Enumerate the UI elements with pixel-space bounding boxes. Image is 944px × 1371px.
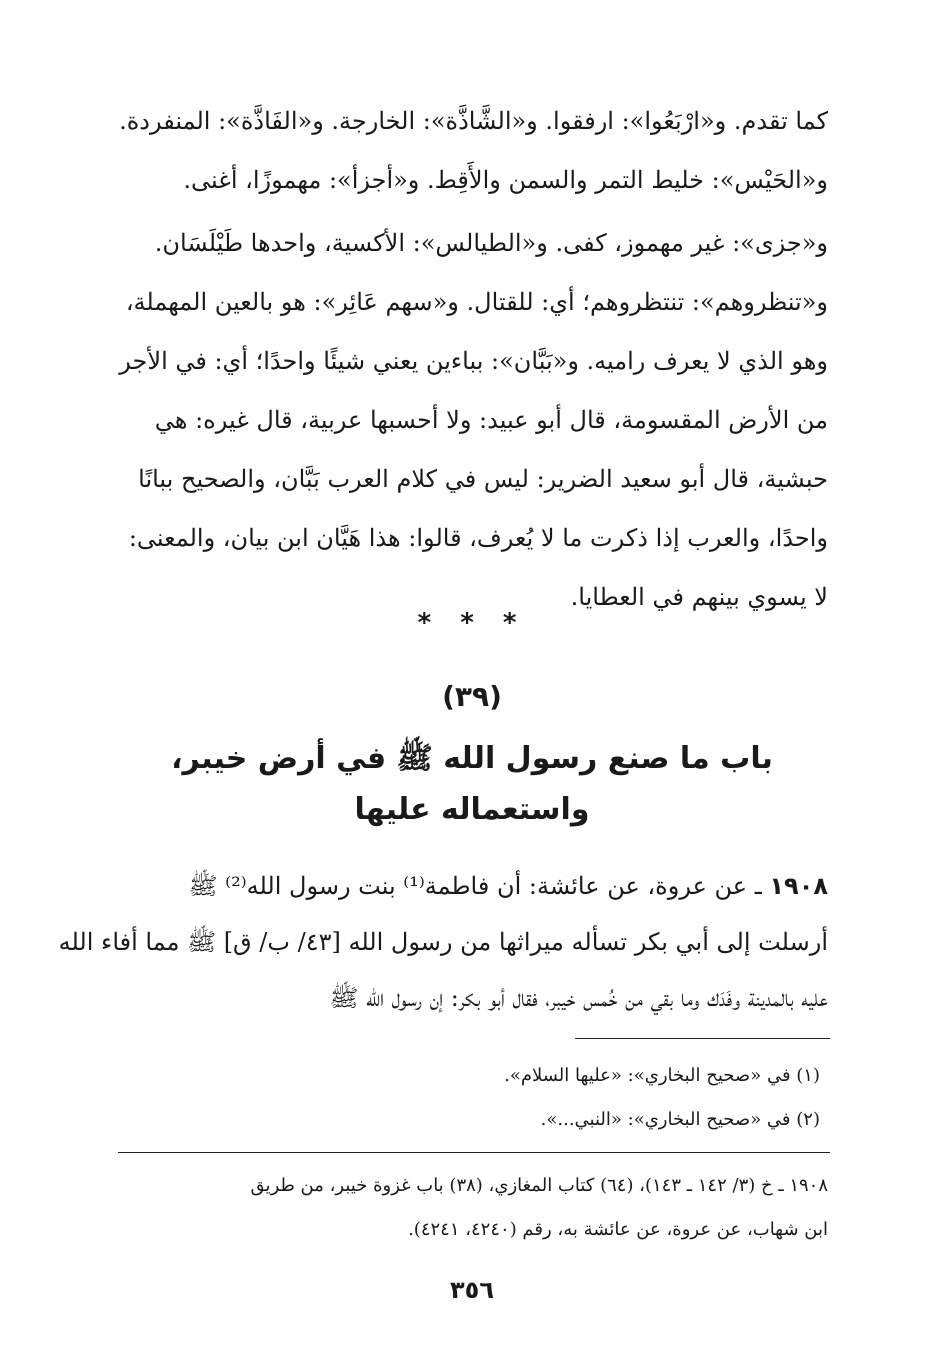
hadith-line: عليه بالمدينة وفَدَك وما بقي من خُمس خيبر، فقال أبو بكر: إن رسول الله ﷺ [329,984,828,1012]
takhrij-line: ابن شهاب، عن عروة، عن عائشة به، رقم (٤٢٤٠، ٤٢٤١). [408,1219,828,1240]
text-line: و«الحَيْس»: خليط التمر والسمن والأَقِط. و«أجزأ»: مهموزًا، أغنى. [183,166,828,194]
footnote-divider [575,1038,830,1039]
chapter-title-line-2: واستعماله عليها [354,792,590,827]
page-number: ٣٥٦ [450,1276,494,1304]
text-line: حبشية، قال أبو سعيد الضرير: ليس في كلام العرب بَبَّان، والصحيح ببانًا [138,465,828,493]
hadith-text [58,858,828,1026]
text-line: و«جزى»: غير مهموز، كفى. و«الطيالس»: الأكسية، واحدها طَيْلَسَان. [154,229,828,257]
takhrij-divider [118,1152,830,1153]
footnote-1: (١) في «صحيح البخاري»: «عليها السلام». [504,1065,820,1086]
text-line: و«تنظروهم»: تنتظروهم؛ أي: للقتال. و«سهم عَائِر»: هو بالعين المهملة، [125,288,828,316]
chapter-title-line-1: باب ما صنع رسول الله ﷺ في أرض خيبر، [171,741,773,776]
footnotes [300,1054,820,1142]
hadith-line-text: ـ عن عروة، عن عائشة: أن فاطمة⁽¹⁾ بنت رسول الله⁽²⁾ ﷺ [188,872,762,900]
hadith-number: ١٩٠٨ [769,872,828,900]
text-line: لا يسوي بينهم في العطايا. [570,583,828,611]
section-separator: * * * [417,608,527,638]
text-line: من الأرض المقسومة، قال أبو عبيد: ولا أحسبها عربية، قال غيره: هي [154,406,828,434]
text-line: واحدًا، والعرب إذا ذكرت ما لا يُعرف، قالوا: هذا هَيَّان ابن بيان، والمعنى: [128,524,828,552]
explanation-paragraph [118,92,828,210]
footnote-2: (٢) في «صحيح البخاري»: «النبي...». [540,1109,820,1130]
hadith-line [118,858,828,914]
text-line: وهو الذي لا يعرف راميه. و«بَبَّان»: بباءين يعني شيئًا واحدًا؛ أي: في الأجر [119,347,828,375]
explanation-paragraph-2 [118,214,828,627]
text-line: كما تقدم. و«ارْبَعُوا»: ارفقوا. و«الشَّاذَّة»: الخارجة. و«الفَاذَّة»: المنفردة. [119,107,828,135]
takhrij-note [118,1164,828,1252]
chapter-number: (٣٩) [442,680,502,713]
hadith-line: أرسلت إلى أبي بكر تسأله ميراثها من رسول الله [٤٣/ ب/ ق] ﷺ مما أفاء الله [58,928,828,956]
takhrij-line: ١٩٠٨ ـ خ (٣/ ١٤٢ ـ ١٤٣)، (٦٤) كتاب المغازي، (٣٨) باب غزوة خيبر، من طريق [250,1175,828,1196]
